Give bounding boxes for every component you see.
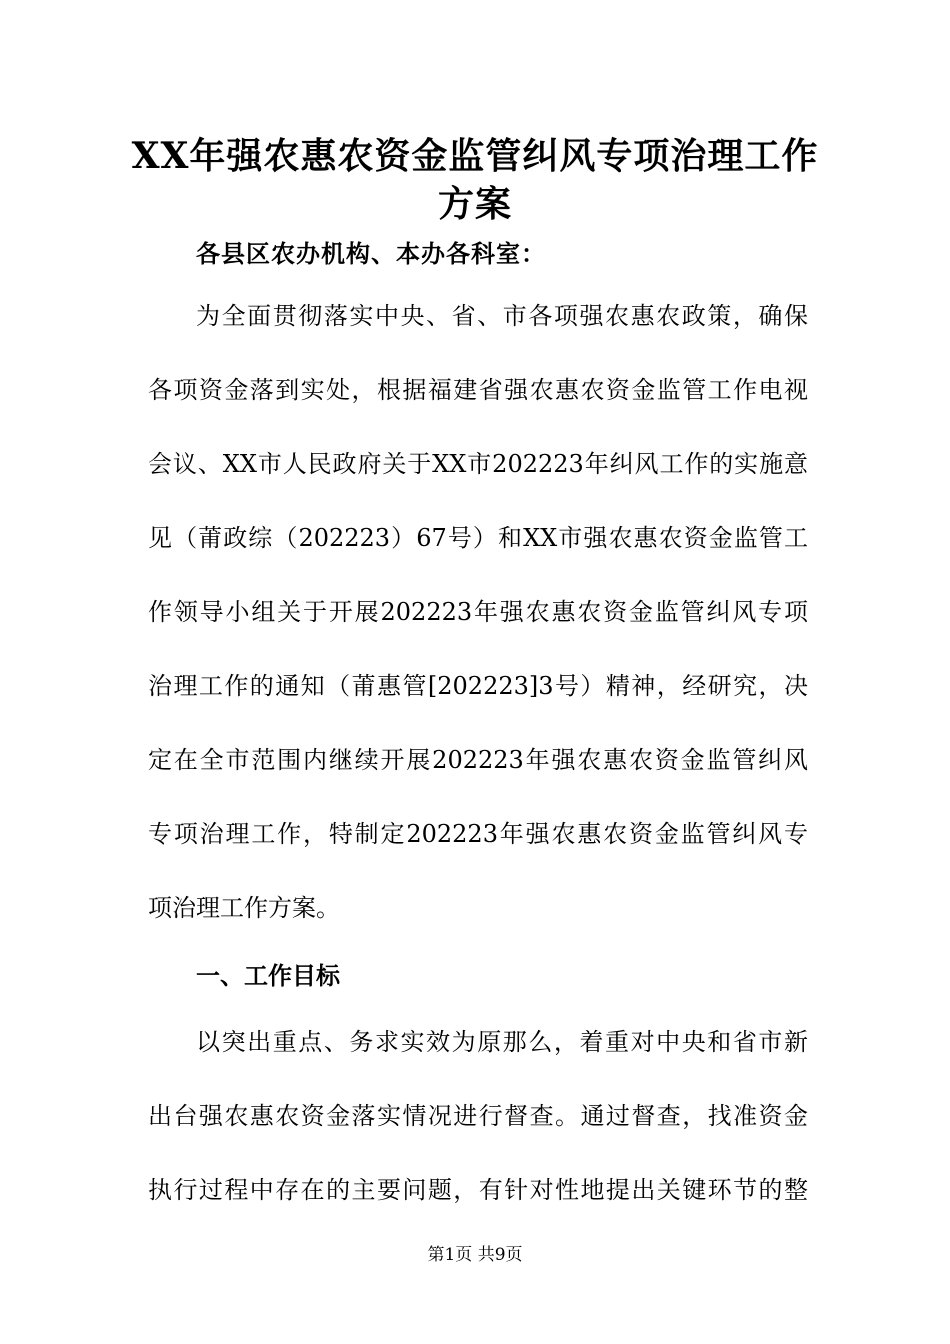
paragraph-1-line-8: 专项治理工作，特制定202223年强农惠农资金监管纠风专: [148, 820, 808, 848]
document-title-line-2: 方案: [437, 183, 512, 225]
section-heading-work-goals: 一、工作目标: [196, 962, 340, 990]
paragraph-1-line-9: 项治理工作方案。: [148, 894, 340, 922]
paragraph-1-line-6: 治理工作的通知（莆惠管[202223]3号）精神，经研究，决: [148, 672, 808, 700]
paragraph-2-line-1: 以突出重点、务求实效为原那么，着重对中央和省市新: [196, 1028, 808, 1056]
paragraph-2-line-2: 出台强农惠农资金落实情况进行督查。通过督查，找准资金: [148, 1102, 808, 1130]
paragraph-2-line-3: 执行过程中存在的主要问题，有针对性地提出关键环节的整: [148, 1176, 808, 1204]
paragraph-1-line-2: 各项资金落到实处，根据福建省强农惠农资金监管工作电视: [148, 376, 808, 404]
salutation: 各县区农办机构、本办各科室：: [196, 239, 546, 268]
paragraph-1-line-3: 会议、XX市人民政府关于XX市202223年纠风工作的实施意: [148, 450, 808, 478]
paragraph-1-line-7: 定在全市范围内继续开展202223年强农惠农资金监管纠风: [148, 746, 808, 774]
page-footer: 第1页 共9页: [427, 1245, 523, 1265]
paragraph-1-line-5: 作领导小组关于开展202223年强农惠农资金监管纠风专项: [148, 598, 808, 626]
paragraph-1-line-4: 见（莆政综（202223）67号）和XX市强农惠农资金监管工: [148, 524, 808, 552]
document-title-line-1: XX年强农惠农资金监管纠风专项治理工作: [131, 135, 819, 177]
paragraph-1-line-1: 为全面贯彻落实中央、省、市各项强农惠农政策，确保: [196, 302, 808, 330]
